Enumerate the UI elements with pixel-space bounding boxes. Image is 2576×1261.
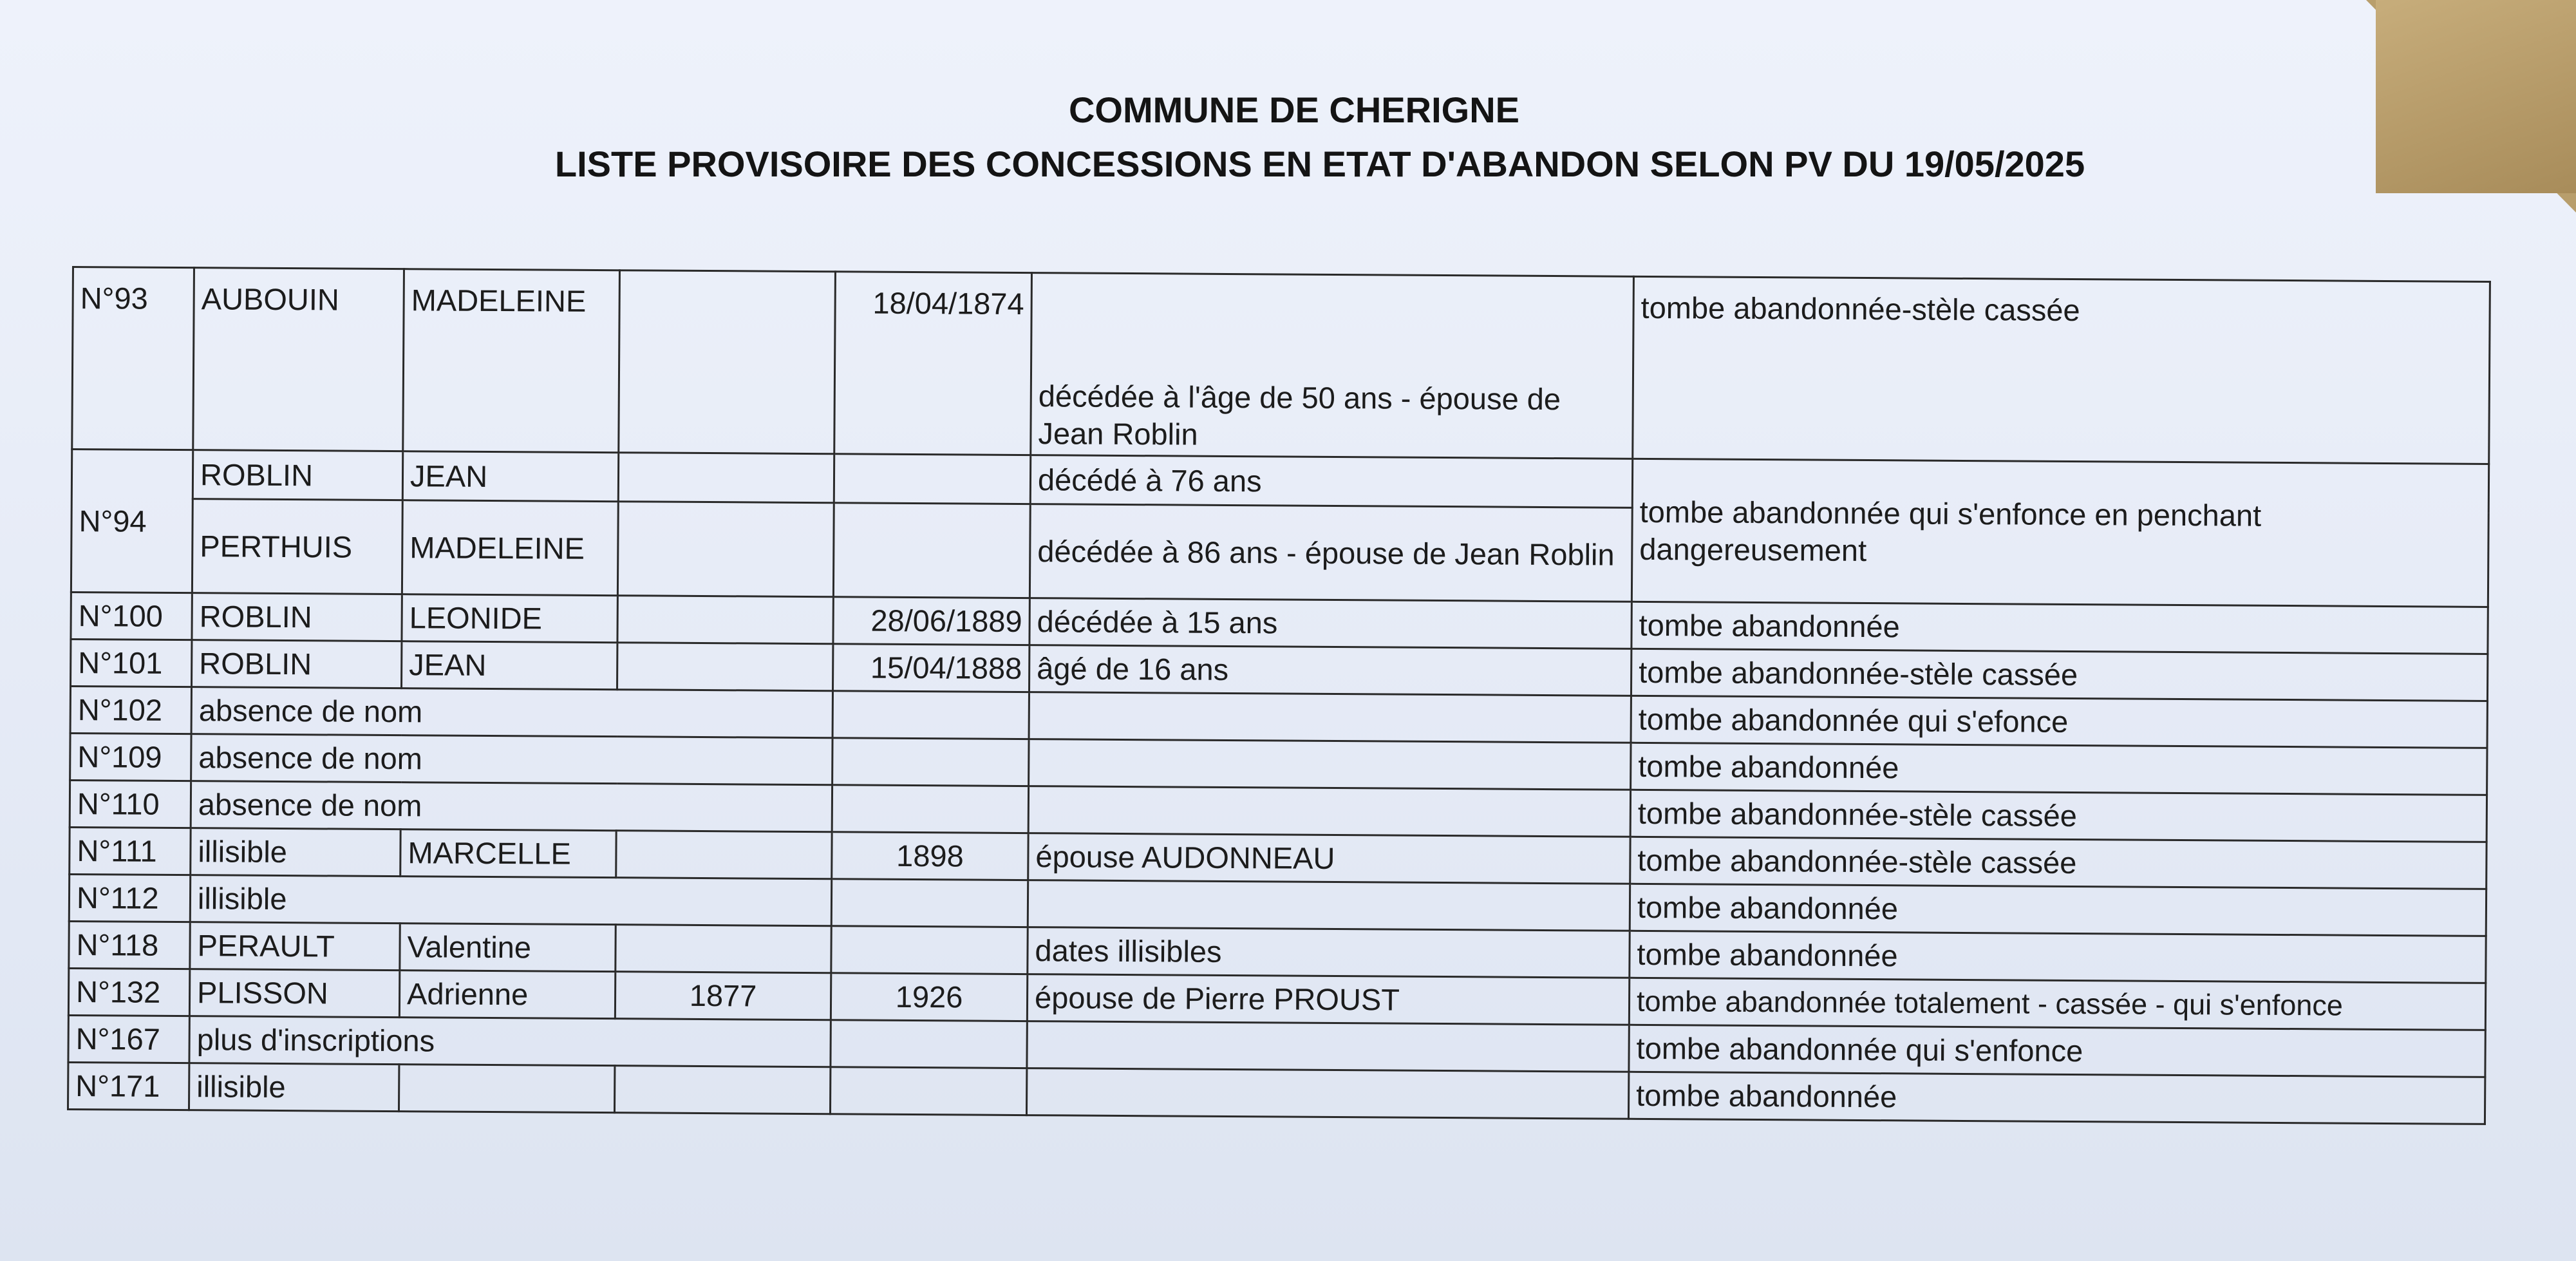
cell-naissance bbox=[616, 831, 832, 879]
cell-deces: 18/04/1874 bbox=[834, 272, 1032, 455]
concessions-table bbox=[67, 266, 2491, 1125]
cell-etat: tombe abandonnée qui s'enfonce bbox=[1629, 1025, 2485, 1077]
cell-num: N°102 bbox=[70, 686, 191, 734]
document-subtitle: LISTE PROVISOIRE DES CONCESSIONS EN ETAT D'ABANDON SELON PV DU 19/05/2025 bbox=[554, 144, 2085, 184]
cell-observation bbox=[1026, 1068, 1628, 1119]
cell-naissance bbox=[617, 643, 832, 691]
cell-deces bbox=[832, 738, 1029, 786]
cell-naissance bbox=[618, 453, 834, 503]
cell-nom: plus d'inscriptions bbox=[189, 1016, 831, 1067]
cell-nom: PERTHUIS bbox=[192, 499, 402, 594]
cell-num: N°171 bbox=[68, 1062, 189, 1110]
cell-prenom: LEONIDE bbox=[402, 594, 617, 643]
cell-nom: ROBLIN bbox=[193, 450, 402, 500]
cell-deces: 28/06/1889 bbox=[833, 597, 1029, 645]
cell-num: N°94 bbox=[71, 450, 193, 593]
cell-observation bbox=[1029, 692, 1631, 743]
cell-etat: tombe abandonnée qui s'enfonce en penchant dangereusement bbox=[1631, 459, 2488, 607]
cell-deces bbox=[834, 454, 1030, 504]
cell-num: N°112 bbox=[69, 874, 190, 922]
cell-nom: illisible bbox=[191, 828, 400, 877]
table-row bbox=[72, 267, 2490, 464]
cell-observation: dates illisibles bbox=[1028, 927, 1630, 978]
cell-naissance bbox=[616, 925, 831, 973]
cell-num: N°132 bbox=[68, 968, 189, 1016]
cell-etat: tombe abandonnée bbox=[1631, 743, 2487, 795]
cell-naissance: 1877 bbox=[615, 972, 831, 1020]
cell-observation: décédé à 76 ans bbox=[1030, 455, 1632, 508]
cell-num: N°101 bbox=[71, 639, 192, 687]
cell-etat: tombe abandonnée-stèle cassée bbox=[1630, 837, 2487, 889]
cell-naissance bbox=[617, 596, 833, 644]
cell-num: N°111 bbox=[70, 827, 191, 875]
cell-observation bbox=[1028, 786, 1630, 837]
cell-etat: tombe abandonnée qui s'efonce bbox=[1631, 696, 2487, 748]
document-title: COMMUNE DE CHERIGNE bbox=[1068, 90, 1520, 130]
cell-observation: épouse AUDONNEAU bbox=[1028, 833, 1630, 884]
cell-num: N°110 bbox=[70, 780, 191, 828]
cell-observation: décédée à l'âge de 50 ans - épouse de Jean Roblin bbox=[1031, 273, 1634, 459]
cell-etat: tombe abandonnée bbox=[1631, 602, 2488, 654]
cell-prenom: JEAN bbox=[402, 641, 617, 690]
cell-nom: PERAULT bbox=[190, 922, 400, 971]
cell-deces bbox=[831, 1020, 1027, 1068]
cell-deces bbox=[830, 1067, 1026, 1115]
cell-deces bbox=[832, 785, 1028, 833]
cell-num: N°167 bbox=[68, 1015, 189, 1063]
cell-prenom: Adrienne bbox=[399, 971, 615, 1019]
cell-deces bbox=[832, 691, 1029, 739]
cell-observation bbox=[1029, 739, 1631, 790]
cell-nom: ROBLIN bbox=[192, 640, 402, 688]
cell-deces: 1898 bbox=[832, 832, 1028, 880]
cell-deces: 15/04/1888 bbox=[832, 644, 1029, 692]
background-corner bbox=[2376, 0, 2576, 193]
cell-etat: tombe abandonnée-stèle cassée bbox=[1630, 790, 2487, 842]
cell-observation bbox=[1027, 1021, 1629, 1072]
cell-deces: 1926 bbox=[831, 973, 1027, 1021]
cell-num: N°100 bbox=[71, 592, 192, 640]
cell-deces bbox=[833, 503, 1030, 598]
cell-observation: décédée à 86 ans - épouse de Jean Roblin bbox=[1029, 504, 1632, 602]
cell-etat: tombe abandonnée bbox=[1628, 1072, 2485, 1124]
cell-nom: absence de nom bbox=[191, 687, 832, 738]
cell-prenom bbox=[399, 1065, 614, 1113]
cell-deces bbox=[831, 926, 1028, 974]
cell-nom: AUBOUIN bbox=[193, 268, 404, 451]
cell-prenom: MADELEINE bbox=[403, 269, 620, 453]
cell-observation bbox=[1028, 880, 1630, 931]
cell-observation: âgé de 16 ans bbox=[1029, 645, 1631, 696]
cell-num: N°118 bbox=[69, 921, 190, 969]
cell-etat: tombe abandonnée bbox=[1630, 931, 2486, 983]
cell-prenom: MARCELLE bbox=[400, 830, 616, 878]
cell-etat: tombe abandonnée-stèle cassée bbox=[1633, 276, 2490, 464]
cell-naissance bbox=[619, 270, 836, 454]
cell-deces bbox=[831, 879, 1028, 927]
cell-nom: absence de nom bbox=[191, 734, 832, 785]
cell-num: N°109 bbox=[70, 733, 191, 781]
cell-num: N°93 bbox=[72, 267, 194, 450]
cell-prenom: JEAN bbox=[402, 451, 618, 502]
cell-etat: tombe abandonnée-stèle cassée bbox=[1631, 649, 2487, 701]
cell-nom: PLISSON bbox=[189, 969, 399, 1018]
cell-nom: absence de nom bbox=[191, 781, 832, 832]
cell-nom: ROBLIN bbox=[192, 593, 402, 641]
cell-observation: épouse de Pierre PROUST bbox=[1027, 974, 1629, 1025]
cell-observation: décédée à 15 ans bbox=[1029, 598, 1631, 649]
cell-prenom: MADELEINE bbox=[402, 500, 618, 596]
cell-naissance bbox=[614, 1066, 830, 1114]
cell-naissance bbox=[617, 502, 834, 597]
cell-etat: tombe abandonnée totalement - cassée - qui s'enfonce bbox=[1629, 978, 2485, 1030]
cell-nom: illisible bbox=[190, 875, 831, 926]
cell-nom: illisible bbox=[189, 1063, 399, 1112]
cell-prenom: Valentine bbox=[400, 924, 616, 972]
cell-etat: tombe abandonnée bbox=[1630, 884, 2486, 936]
